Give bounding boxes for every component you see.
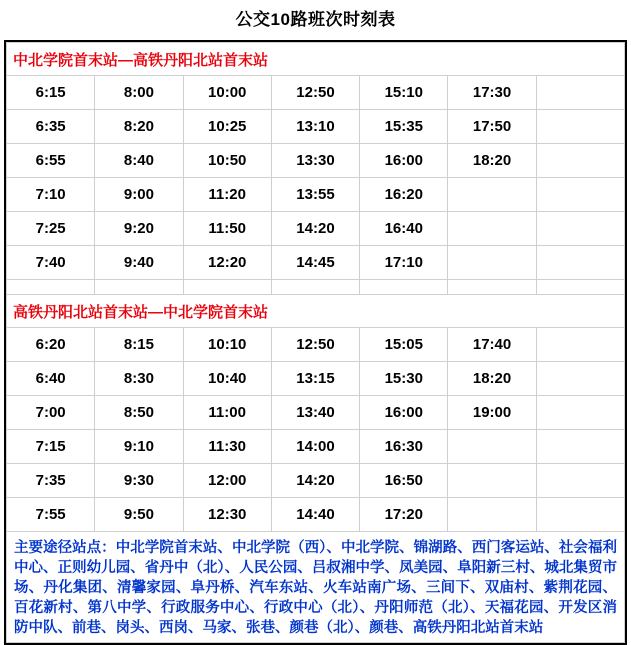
time-cell: 6:15	[7, 76, 95, 110]
time-cell: 15:35	[360, 110, 448, 144]
time-cell: 9:10	[95, 430, 183, 464]
time-cell: 13:40	[271, 396, 359, 430]
time-cell-empty	[536, 430, 624, 464]
table-row	[7, 144, 625, 178]
time-cell: 16:40	[360, 212, 448, 246]
section-header-outbound: 中北学院首末站—高铁丹阳北站首末站	[7, 43, 625, 76]
time-cell: 17:40	[448, 328, 536, 362]
time-cell: 17:30	[448, 76, 536, 110]
time-cell: 11:00	[183, 396, 271, 430]
time-cell: 8:30	[95, 362, 183, 396]
time-cell: 10:40	[183, 362, 271, 396]
time-cell-empty	[448, 246, 536, 280]
schedule-table	[6, 42, 625, 643]
time-cell: 16:20	[360, 178, 448, 212]
time-cell: 15:10	[360, 76, 448, 110]
time-cell: 11:30	[183, 430, 271, 464]
table-row	[7, 178, 625, 212]
time-cell: 12:30	[183, 498, 271, 532]
time-cell: 9:50	[95, 498, 183, 532]
time-cell-empty	[448, 464, 536, 498]
time-cell: 13:30	[271, 144, 359, 178]
time-cell: 10:25	[183, 110, 271, 144]
time-cell: 17:20	[360, 498, 448, 532]
time-cell-empty	[536, 464, 624, 498]
time-cell: 13:15	[271, 362, 359, 396]
time-cell: 7:10	[7, 178, 95, 212]
table-row	[7, 212, 625, 246]
time-cell: 6:55	[7, 144, 95, 178]
time-cell: 7:15	[7, 430, 95, 464]
table-row	[7, 76, 625, 110]
time-cell-empty	[448, 212, 536, 246]
time-cell: 10:00	[183, 76, 271, 110]
time-cell: 7:00	[7, 396, 95, 430]
table-row	[7, 396, 625, 430]
table-row	[7, 362, 625, 396]
routes-note: 主要途径站点：中北学院首末站、中北学院（西）、中北学院、锦湖路、西门客运站、社会福利中心、正则幼儿园、省丹中（北）、人民公园、吕叔湘中学、凤美园、阜阳新三村、城北集贸市场、丹化集团、清馨家园、阜丹桥、汽车东站、火车站南广场、三间下、双庙村、紫荆花园、百花新村、第八中学、行政服务中心、行政中心（北）、丹阳师范（北）、天福花园、开发区消防中队、前巷、岗头、西岗、马家、张巷、颜巷（北）、颜巷、高铁丹阳北站首末站	[14, 540, 617, 636]
time-cell-empty	[448, 498, 536, 532]
time-cell: 7:40	[7, 246, 95, 280]
spacer-cell	[95, 280, 183, 295]
time-cell: 7:35	[7, 464, 95, 498]
time-cell: 9:40	[95, 246, 183, 280]
spacer-cell	[360, 280, 448, 295]
time-cell-empty	[536, 76, 624, 110]
page-title: 公交10路班次时刻表	[235, 10, 396, 29]
time-cell-empty	[536, 110, 624, 144]
section-spacer-row	[7, 280, 625, 295]
time-cell-empty	[536, 498, 624, 532]
time-cell-empty	[536, 246, 624, 280]
time-cell-empty	[536, 328, 624, 362]
time-cell: 13:55	[271, 178, 359, 212]
time-cell-empty	[536, 144, 624, 178]
time-cell: 14:40	[271, 498, 359, 532]
time-cell: 9:30	[95, 464, 183, 498]
time-cell: 11:20	[183, 178, 271, 212]
time-cell: 14:20	[271, 212, 359, 246]
section-header-row	[7, 295, 625, 328]
time-cell: 8:15	[95, 328, 183, 362]
time-cell: 8:20	[95, 110, 183, 144]
time-cell-empty	[536, 212, 624, 246]
time-cell-empty	[448, 430, 536, 464]
routes-note-row	[7, 532, 625, 643]
time-cell: 12:50	[271, 328, 359, 362]
time-cell: 9:20	[95, 212, 183, 246]
time-cell: 13:10	[271, 110, 359, 144]
time-cell: 18:20	[448, 144, 536, 178]
time-cell: 8:40	[95, 144, 183, 178]
time-cell: 8:50	[95, 396, 183, 430]
time-cell: 14:00	[271, 430, 359, 464]
time-cell: 16:50	[360, 464, 448, 498]
spacer-cell	[536, 280, 624, 295]
time-cell: 14:20	[271, 464, 359, 498]
time-cell: 15:05	[360, 328, 448, 362]
time-cell: 19:00	[448, 396, 536, 430]
spacer-cell	[183, 280, 271, 295]
time-cell: 10:50	[183, 144, 271, 178]
table-row	[7, 110, 625, 144]
time-cell: 16:30	[360, 430, 448, 464]
time-cell: 15:30	[360, 362, 448, 396]
time-cell-empty	[536, 396, 624, 430]
time-cell-empty	[448, 178, 536, 212]
table-row	[7, 498, 625, 532]
time-cell: 16:00	[360, 144, 448, 178]
spacer-cell	[7, 280, 95, 295]
time-cell: 6:35	[7, 110, 95, 144]
time-cell: 12:00	[183, 464, 271, 498]
time-cell: 9:00	[95, 178, 183, 212]
time-cell: 7:25	[7, 212, 95, 246]
time-cell: 10:10	[183, 328, 271, 362]
time-cell: 12:50	[271, 76, 359, 110]
time-cell-empty	[536, 178, 624, 212]
time-cell: 17:50	[448, 110, 536, 144]
section-header-row	[7, 43, 625, 76]
time-cell: 8:00	[95, 76, 183, 110]
time-cell: 12:20	[183, 246, 271, 280]
table-row	[7, 328, 625, 362]
table-row	[7, 464, 625, 498]
section-header-inbound: 高铁丹阳北站首末站—中北学院首末站	[7, 295, 625, 328]
routes-note-cell	[7, 532, 625, 643]
spacer-cell	[271, 280, 359, 295]
time-cell: 18:20	[448, 362, 536, 396]
time-cell: 6:40	[7, 362, 95, 396]
time-cell: 11:50	[183, 212, 271, 246]
time-cell: 17:10	[360, 246, 448, 280]
time-cell-empty	[536, 362, 624, 396]
time-cell: 7:55	[7, 498, 95, 532]
time-cell: 16:00	[360, 396, 448, 430]
table-row	[7, 246, 625, 280]
timetable-container	[4, 40, 627, 645]
time-cell: 14:45	[271, 246, 359, 280]
time-cell: 6:20	[7, 328, 95, 362]
table-row	[7, 430, 625, 464]
spacer-cell	[448, 280, 536, 295]
